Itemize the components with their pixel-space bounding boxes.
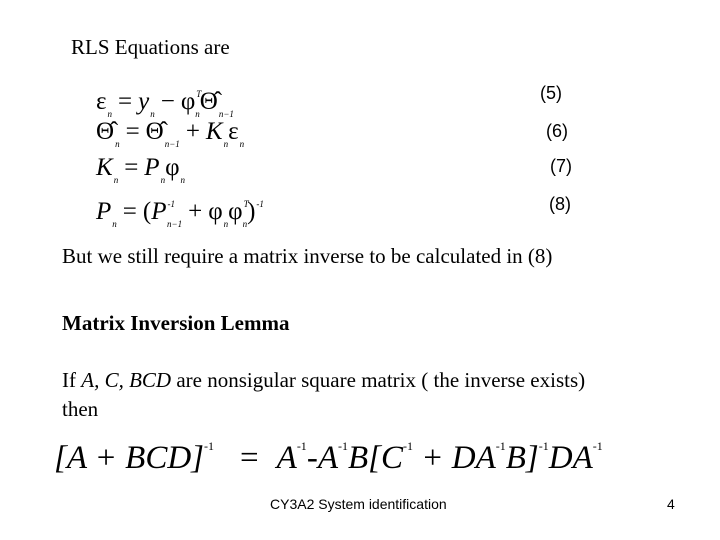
lemma-title: Matrix Inversion Lemma: [62, 311, 290, 335]
equation-number-5: (5): [540, 83, 562, 103]
lemma-condition: If A, C, BCD are nonsigular square matrix ( the inverse exists): [62, 368, 586, 392]
lemma-condition-then: then: [62, 397, 99, 421]
slide-heading: RLS Equations are: [71, 35, 230, 59]
equation-5: $\varepsilon_n = y_n$ − $\varphi^T_n\Thetâ_{n-1}$: [96, 88, 234, 119]
page-number: 4: [667, 496, 675, 512]
equation-8: $P_n = (P^{-1}_{n-1} + \varphi_n\varphi^T_n)^{-1}$: [96, 198, 264, 229]
footer-text: CY3A2 System identification: [270, 496, 447, 512]
equation-number-6: (6): [546, 121, 568, 141]
lemma-equation: $[A + BCD]^{-1} = A^{-1}-A^{-1}B[C^{-1} + DA^{-1}B]^{-1}DA^{-1}$: [54, 439, 603, 476]
equation-6: $\Thetâ_n$ = $\Thetâ_{n-1} + K_n\varepsilon_n$: [96, 118, 245, 149]
condition-variables: A, C, BCD: [81, 368, 172, 392]
equation-number-8: (8): [549, 194, 571, 214]
body-text: But we still require a matrix inverse to be calculated in (8): [62, 244, 553, 268]
eq5-lhs: ε: [96, 88, 107, 115]
equation-7: $K_n = P_n\varphi_n$: [96, 154, 186, 185]
equation-number-7: (7): [550, 156, 572, 176]
